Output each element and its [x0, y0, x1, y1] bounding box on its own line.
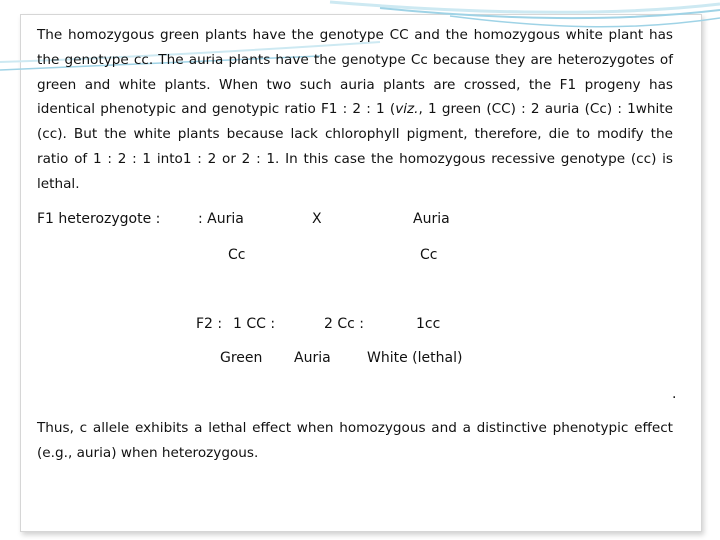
cross-symbol: X	[312, 211, 322, 227]
f1-label: F1 heterozygote :	[37, 211, 161, 227]
f2-label: F2 :	[196, 316, 223, 332]
parent1-genotype: Cc	[228, 247, 246, 263]
paragraph-conclusion: Thus, c allele exhibits a lethal effect when homozygous and a distinctive phenotypic effect (e.g., auria) when heterozygous.	[37, 420, 673, 461]
parent2-genotype: Cc	[420, 247, 438, 263]
parent1-phenotype: : Auria	[198, 211, 244, 227]
phenotype-auria: Auria	[294, 350, 331, 366]
trailing-dot: .	[672, 386, 677, 402]
paragraph-lethal-explanation	[37, 23, 673, 197]
phenotype-white-lethal: White (lethal)	[367, 350, 463, 366]
f2-heterozygous: 2 Cc :	[324, 316, 364, 332]
paragraph-text-b: , 1 green (CC) : 2 auria (Cc) : 1white (cc). But the white plants because lack chlorophyll pigment, therefore, die to modify the ratio of 1 : 2 : 1 into1 : 2 or 2 : 1. In this case the homozygous recessive genotype (cc) is lethal.	[37, 101, 673, 192]
viz-italic: viz.	[395, 101, 419, 118]
f2-cc-dominant: 1 CC :	[233, 316, 276, 332]
phenotype-green: Green	[220, 350, 263, 366]
f2-recessive: 1cc	[416, 316, 441, 332]
parent2-phenotype: Auria	[413, 211, 450, 227]
paragraph-text-a: The homozygous green plants have the genotype CC and the homozygous white plant has the genotype cc. The auria plants have the genotype Cc because they are heterozygotes of green and white plants. When two such auria plants are crossed, the F1 progeny has identical phenotypic and genotypic ratio F1 : 2 : 1 (	[37, 27, 673, 118]
